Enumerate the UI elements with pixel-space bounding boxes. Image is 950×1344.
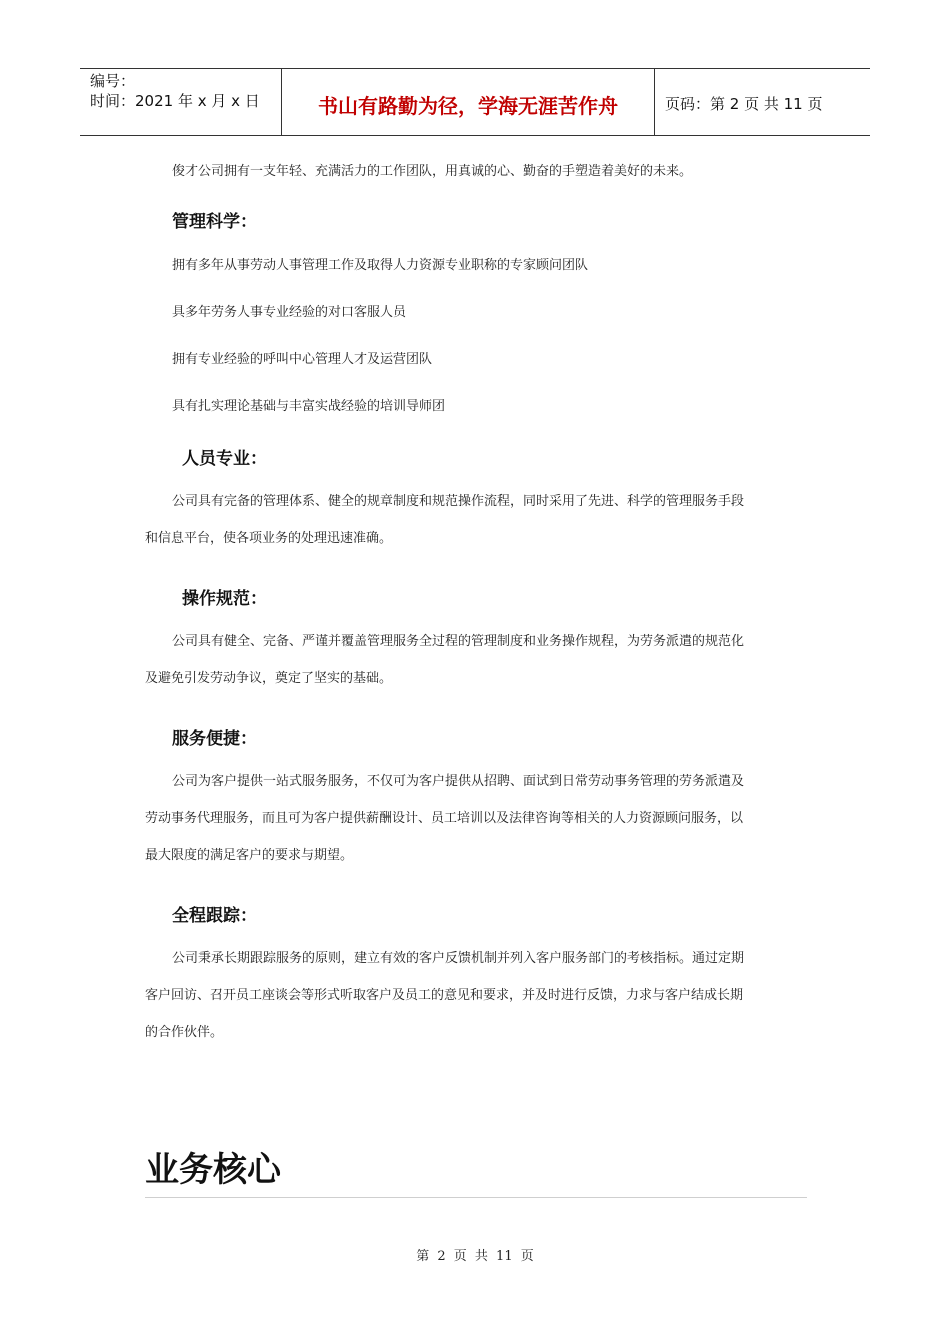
page-footer: 第 2 页 共 11 页 bbox=[416, 1249, 534, 1264]
staff-paragraph-line: 和信息平台，使各项业务的处理迅速准确。 bbox=[145, 531, 393, 546]
intro-paragraph: 俊才公司拥有一支年轻、充满活力的工作团队，用真诚的心、勤奋的手塑造着美好的未来。 bbox=[172, 164, 693, 179]
service-paragraph-line: 公司为客户提供一站式服务服务，不仅可为客户提供从招聘、面试到日常劳动事务管理的劳务派遣及 bbox=[172, 774, 745, 789]
section-title-service: 服务便捷： bbox=[172, 729, 257, 749]
header-meta bbox=[80, 69, 282, 135]
operation-paragraph-line: 公司具有健全、完备、严谨并覆盖管理服务全过程的管理制度和业务操作规程，为劳务派遣的规范化 bbox=[172, 634, 745, 649]
management-item: 拥有多年从事劳动人事管理工作及取得人力资源专业职称的专家顾问团队 bbox=[172, 258, 589, 273]
tracking-paragraph-line: 的合作伙伴。 bbox=[145, 1025, 224, 1040]
big-heading: 业务核心 bbox=[145, 1150, 281, 1190]
header-page-label: 页码：第 2 页 共 11 页 bbox=[665, 94, 823, 113]
management-item: 具多年劳务人事专业经验的对口客服人员 bbox=[172, 305, 407, 320]
section-title-tracking: 全程跟踪： bbox=[172, 906, 257, 926]
tracking-paragraph-line: 公司秉承长期跟踪服务的原则，建立有效的客户反馈机制并列入客户服务部门的考核指标。通过定期 bbox=[172, 951, 745, 966]
service-paragraph-line: 劳动事务代理服务，而且可为客户提供薪酬设计、员工培训以及法律咨询等相关的人力资源顾问服务，以 bbox=[145, 811, 744, 826]
section-title-management: 管理科学： bbox=[172, 212, 257, 232]
header-motto: 书山有路勤为径，学海无涯苦作舟 bbox=[282, 69, 655, 135]
heading-divider bbox=[145, 1197, 807, 1198]
doc-number-label: 编号： bbox=[90, 72, 136, 90]
service-paragraph-line: 最大限度的满足客户的要求与期望。 bbox=[145, 848, 354, 863]
doc-time-label: 时间：2021 年 x 月 x 日 bbox=[90, 92, 260, 110]
management-item: 具有扎实理论基础与丰富实战经验的培训导师团 bbox=[172, 399, 446, 414]
operation-paragraph-line: 及避免引发劳动争议，奠定了坚实的基础。 bbox=[145, 671, 393, 686]
section-title-operation: 操作规范： bbox=[182, 589, 267, 609]
page-header bbox=[80, 68, 870, 136]
management-item: 拥有专业经验的呼叫中心管理人才及运营团队 bbox=[172, 352, 433, 367]
section-title-staff: 人员专业： bbox=[182, 449, 267, 469]
staff-paragraph-line: 公司具有完备的管理体系、健全的规章制度和规范操作流程，同时采用了先进、科学的管理服务手段 bbox=[172, 494, 745, 509]
tracking-paragraph-line: 客户回访、召开员工座谈会等形式听取客户及员工的意见和要求，并及时进行反馈，力求与客户结成长期 bbox=[145, 988, 744, 1003]
